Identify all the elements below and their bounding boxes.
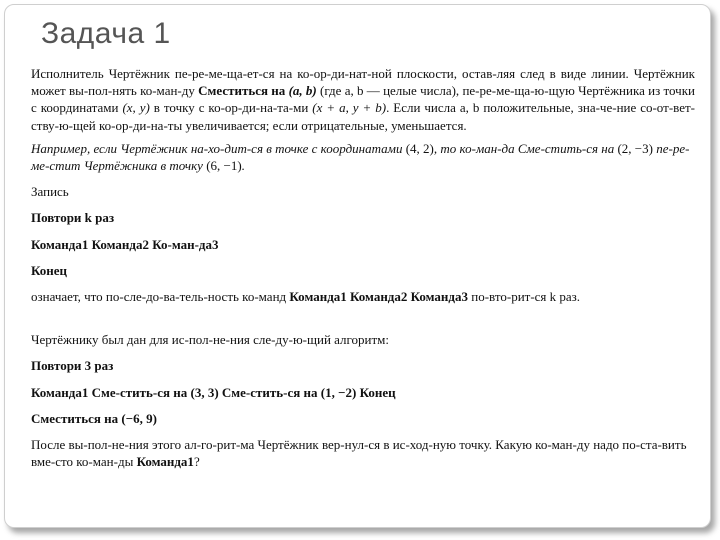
meaning-text: означает, что по-сле-до-ва-тель-ность ко-манд bbox=[31, 289, 290, 305]
command-args: (a, b) bbox=[288, 83, 317, 99]
meaning-commands: Команда1 Команда2 Команда3 bbox=[289, 289, 468, 305]
meaning-text: по-вто-рит-ся k раз. bbox=[468, 289, 581, 305]
question-text: ? bbox=[193, 454, 200, 470]
question-text: После вы-пол-не-ния этого ал-го-рит-ма Чертёжник вер-нул-ся в ис-ход-ную точку. Какую ко-ман-ду надо по-ста-вить вме-сто ко-ман-ды bbox=[31, 437, 687, 470]
slide-title: Задача 1 bbox=[41, 17, 171, 50]
algorithm-repeat-line: Повтори 3 раз bbox=[31, 358, 114, 374]
example-text: . bbox=[241, 158, 245, 174]
repeat-k-line: Повтори k раз bbox=[31, 210, 115, 226]
example-text: Например, если Чертёжник на-хо-дит-ся в точке с координатами bbox=[31, 140, 406, 156]
end-line: Конец bbox=[31, 262, 68, 278]
example-point: (6, −1) bbox=[206, 158, 242, 174]
question-paragraph bbox=[31, 436, 695, 470]
slide-content bbox=[31, 65, 695, 470]
command-sequence-line: Команда1 Команда2 Ко-ман-да3 bbox=[31, 236, 219, 252]
algorithm-body-line: Команда1 Сме-стить-ся на (3, 3) Сме-стить-ся на (1, −2) Конец bbox=[31, 384, 396, 400]
coords-xy: (x, y) bbox=[122, 100, 150, 116]
example-text: пе-ре-ме-стит Чертёжника в точку bbox=[31, 140, 690, 174]
command-name: Сместиться на bbox=[198, 83, 286, 99]
coords-result: (x + a, y + b) bbox=[312, 100, 387, 116]
example-paragraph bbox=[31, 140, 695, 174]
question-command: Команда1 bbox=[136, 454, 194, 470]
task-description bbox=[31, 65, 695, 134]
task-text-part: Исполнитель Чертёжник пе-ре-ме-ща-ет-ся на ко-ор-ди-нат-ной плоскости, остав-ляя след в виде линии. Чертёжник может вы-пол-нять ко-ман-ду bbox=[31, 66, 695, 99]
slide bbox=[4, 4, 711, 528]
algorithm-last-line: Сместиться на (−6, 9) bbox=[31, 410, 157, 426]
example-point: (2, −3) bbox=[617, 140, 653, 156]
task-text-part: (где a, b — целые числа), пе-ре-ме-ща-ю-щую Чертёжника из точки с координатами bbox=[31, 83, 695, 116]
record-label: Запись bbox=[31, 184, 69, 200]
example-point: (4, 2) bbox=[405, 140, 434, 156]
example-text: , то ко-ман-да Сме-стить-ся на bbox=[433, 140, 618, 156]
task-text-part: . Если числа a, b положительные, зна-че-ние со-от-вет-ству-ю-щей ко-ор-ди-на-ты увеличивается; если отрицательные, уменьшается. bbox=[31, 100, 695, 133]
algorithm-intro: Чертёжнику был дан для ис-пол-не-ния сле-ду-ю-щий алгоритм: bbox=[31, 332, 390, 348]
task-text-part: в точку с ко-ор-ди-на-та-ми bbox=[149, 100, 313, 116]
meaning-line bbox=[31, 288, 695, 305]
